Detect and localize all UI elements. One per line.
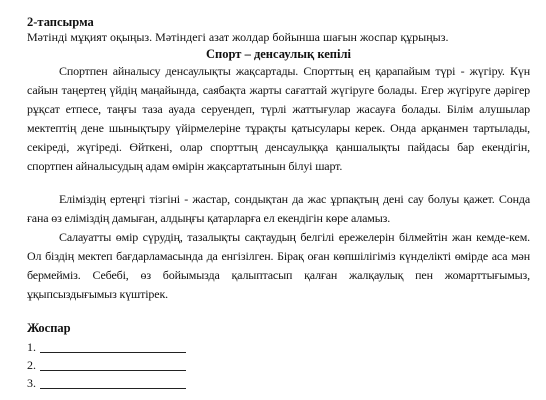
task-instruction: Мәтінді мұқият оқыңыз. Мәтіндегі азат жолдар бойынша шағын жоспар құрыңыз. (27, 30, 449, 44)
essay-title: Спорт – денсаулық кепілі (206, 47, 351, 61)
plan-item-number: 1. (27, 340, 36, 354)
plan-answer-line[interactable] (40, 340, 186, 353)
plan-item-2 (27, 356, 530, 374)
plan-answer-line[interactable] (40, 358, 186, 371)
plan-answer-line[interactable] (40, 376, 186, 389)
essay-paragraph-3: Салауатты өмір сүрудің, тазалықты сақтаудың белгілі ережелерін білмейтін жан кемде-кем. Ол біздің мектеп бағдарламасында да енгізілген. Бірақ оған көпшілігіміз күнделікті өмірде аса мән бермейміз. Себебі, өз бойымызда қалыптасып қалған жалқаулық пен жомарттығымыз, ұқыпсыздығымыз күштірек. (27, 230, 530, 301)
plan-item-number: 2. (27, 358, 36, 372)
essay-paragraph-1: Спортпен айналысу денсаулықты жақсартады. Спорттың ең қарапайым түрі - жүгіру. Күн сайын таңертең үйдің маңайында, саябақта жарты сағаттай жүгіруге болады. Егер жүгіруге дәрігер рұқсат етпесе, таңғы таза ауада серуендеп, түрлі жаттығулар жасауға болады. Білім алушылар мектептің дене шынықтыру үйірмелеріне тұрақты қатысулары керек. Онда арқанмен тартылады, секіреді, жүгіреді. Өйткені, олар спорттың денсаулыққа қаншалықты пайдасы бар екендігін, спортпен айналысудың адам өмірін жақсартатынын білуі шарт. (27, 64, 530, 173)
plan-item-1 (27, 338, 530, 356)
plan-title: Жоспар (27, 321, 71, 335)
plan-item-number: 3. (27, 376, 36, 390)
plan-item-3 (27, 374, 530, 392)
task-title: 2-тапсырма (27, 15, 94, 29)
essay-paragraph-2: Еліміздің ертеңгі тізгіні - жастар, сондықтан да жас ұрпақтың дені сау болуы қажет. Сонда ғана өз еліміздің дамыған, алдыңғы қатарларға ел екендігін көре аламыз. (27, 192, 530, 225)
